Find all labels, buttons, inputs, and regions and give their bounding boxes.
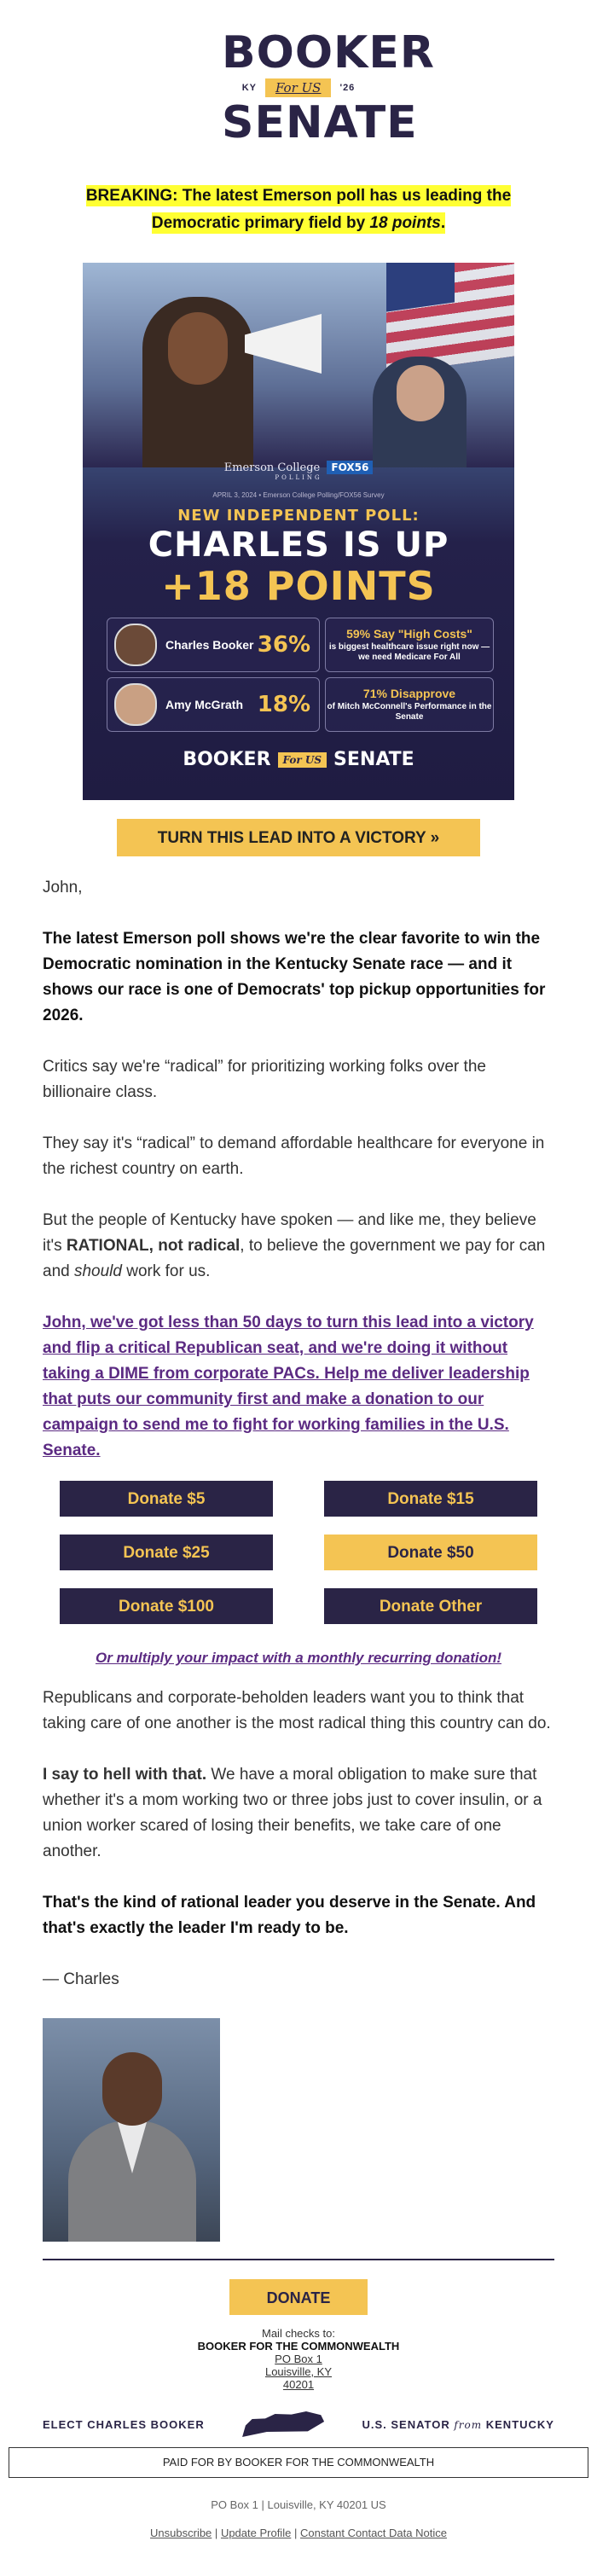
logo-middle	[222, 78, 375, 97]
footer-brand-banner	[43, 2411, 554, 2437]
pollster-name: Emerson College	[223, 461, 321, 474]
megaphone-icon	[245, 314, 322, 374]
mail-org: BOOKER FOR THE COMMONWEALTH	[197, 2340, 400, 2353]
recurring-donation-link[interactable]: Or multiply your impact with a monthly recurring donation!	[95, 1650, 502, 1666]
paid-for-disclaimer: PAID FOR BY BOOKER FOR THE COMMONWEALTH	[9, 2447, 588, 2478]
emphasis-hell: I say to hell with that.	[43, 1766, 207, 1784]
candidate-percent: 18%	[257, 692, 310, 717]
stat-card-disapprove	[325, 677, 494, 732]
footer-links	[0, 2527, 597, 2539]
link-separator: |	[214, 2527, 218, 2539]
email-page	[0, 27, 597, 2539]
logo-tag-left: KY	[241, 83, 257, 93]
breaking-label: BREAKING:	[85, 187, 178, 205]
supporter-figure	[373, 357, 467, 467]
victory-cta-button[interactable]: TURN THIS LEAD INTO A VICTORY »	[117, 819, 480, 856]
kentucky-state-icon	[242, 2411, 324, 2437]
donate-15-button[interactable]: Donate $15	[324, 1481, 537, 1517]
letter-body	[43, 875, 554, 1464]
text-span: We have a moral obligation to make sure that whether it's a mom working two or three jobs just to cover insulin, or a union worker scared of losing their benefits, we take care of one another.	[43, 1766, 542, 1860]
poster-headline: CHARLES IS UP	[148, 525, 449, 565]
update-profile-link[interactable]: Update Profile	[220, 2527, 292, 2539]
survey-caption: APRIL 3, 2024 • Emerson College Polling/FOX56 Survey	[212, 491, 385, 499]
donate-25-button[interactable]: Donate $25	[60, 1535, 273, 1570]
emphasis-should: should	[73, 1262, 122, 1280]
signoff: — Charles	[43, 1970, 119, 1988]
paragraph-leader: That's the kind of rational leader you deserve in the Senate. And that's exactly the leader I'm ready to be.	[43, 1894, 536, 1937]
stat-headline: 59% Say "High Costs"	[346, 627, 472, 641]
candidate-name: Amy McGrath	[165, 698, 244, 711]
donate-100-button[interactable]: Donate $100	[60, 1588, 273, 1624]
brand-office: U.S. SENATOR	[362, 2417, 450, 2431]
paragraph-republicans: Republicans and corporate-beholden leaders want you to think that taking care of one another is the most radical thing this country can do.	[43, 1689, 551, 1732]
brand-from: from	[454, 2418, 483, 2431]
mailing-address	[0, 2327, 597, 2391]
greeting: John,	[43, 879, 83, 896]
avatar	[114, 624, 157, 666]
logo-word-bottom: SENATE	[222, 97, 418, 148]
poster-footer-logo	[83, 749, 514, 770]
pollster-brand	[83, 461, 514, 481]
pollster-sub: POLLING	[275, 474, 322, 481]
footer-donate-button[interactable]: DONATE	[229, 2279, 368, 2315]
candidate-percent: 36%	[257, 632, 310, 658]
campaign-logo	[222, 27, 435, 148]
logo-word-top: BOOKER	[222, 27, 435, 78]
poster-footer-right: SENATE	[333, 749, 414, 770]
paragraph-kentucky	[43, 1208, 554, 1285]
poster-kicker: NEW INDEPENDENT POLL:	[177, 507, 420, 525]
stat-headline: 71% Disapprove	[362, 687, 456, 700]
paragraph-critics: Critics say we're “radical” for prioritizing working folks over the billionaire class.	[43, 1058, 486, 1101]
link-separator: |	[293, 2527, 298, 2539]
paragraph-moral	[43, 1762, 554, 1865]
avatar	[114, 683, 157, 726]
donate-5-button[interactable]: Donate $5	[60, 1481, 273, 1517]
network-logo: FOX56	[327, 461, 373, 474]
candidate-portrait	[43, 2018, 220, 2242]
breaking-headline	[60, 183, 537, 237]
paragraph-healthcare: They say it's “radical” to demand affordable healthcare for everyone in the richest country on earth.	[43, 1134, 545, 1178]
footer-divider	[43, 2259, 554, 2260]
candidate-name: Charles Booker	[165, 638, 254, 652]
poll-graphic[interactable]	[83, 263, 514, 800]
data-notice-link[interactable]: Constant Contact Data Notice	[299, 2527, 447, 2539]
candidate-figure	[142, 297, 253, 467]
poster-footer-pill: For US	[278, 752, 327, 768]
emphasis-rational: RATIONAL, not radical	[66, 1237, 241, 1255]
logo-pill: For US	[265, 78, 331, 97]
poster-footer-left: BOOKER	[183, 749, 271, 770]
mail-label: Mail checks to:	[262, 2327, 335, 2340]
donate-other-button[interactable]: Donate Other	[324, 1588, 537, 1624]
text-span: , to believe the government we pay for can and	[43, 1237, 546, 1280]
candidate-card-mcgrath	[107, 677, 320, 732]
breaking-emphasis: 18 points	[369, 214, 441, 232]
mail-po-box[interactable]: PO Box 1	[275, 2353, 322, 2365]
text-span: But the people of Kentucky have spoken — and like me, they believe it's	[43, 1211, 536, 1255]
rally-photo	[83, 263, 514, 467]
logo-tag-right: '26	[339, 83, 356, 93]
mail-city[interactable]: Louisville, KY	[264, 2365, 333, 2378]
brand-state: KENTUCKY	[485, 2417, 554, 2431]
footer-brand-left: ELECT CHARLES BOOKER	[43, 2417, 205, 2431]
stat-detail: is biggest healthcare issue right now — we need Medicare For All	[328, 642, 490, 662]
lead-paragraph: The latest Emerson poll shows we're the clear favorite to win the Democratic nomination in the Kentucky Senate race — and it shows our race is one of Democrats' top pickup opportunities for 2026.	[43, 930, 546, 1024]
mail-zip[interactable]: 40201	[282, 2378, 315, 2391]
donate-appeal-link[interactable]: John, we've got less than 50 days to turn this lead into a victory and flip a critical Republican seat, and we're doing it without taking a DIME from corporate PACs. Help me deliver leadership that puts our community first and make a donation to our campaign to send me to fight for working families in the U.S. Senate.	[43, 1314, 534, 1459]
breaking-text: The latest Emerson poll has us leading the Democratic primary field by	[151, 187, 512, 232]
stat-detail: of Mitch McConnell's Performance in the Senate	[327, 702, 492, 722]
breaking-end: .	[440, 214, 446, 232]
text-span: work for us.	[121, 1262, 211, 1280]
letter-body-closing	[43, 1685, 554, 1993]
candidate-card-booker	[107, 618, 320, 672]
stat-card-costs	[325, 618, 494, 672]
poster-headline-points: +18 POINTS	[161, 563, 436, 609]
unsubscribe-link[interactable]: Unsubscribe	[150, 2527, 212, 2539]
footer-brand-right	[362, 2418, 554, 2431]
donate-50-button[interactable]: Donate $50	[324, 1535, 537, 1570]
sender-address: PO Box 1 | Louisville, KY 40201 US	[211, 2498, 386, 2511]
donate-button-grid	[60, 1481, 554, 1624]
